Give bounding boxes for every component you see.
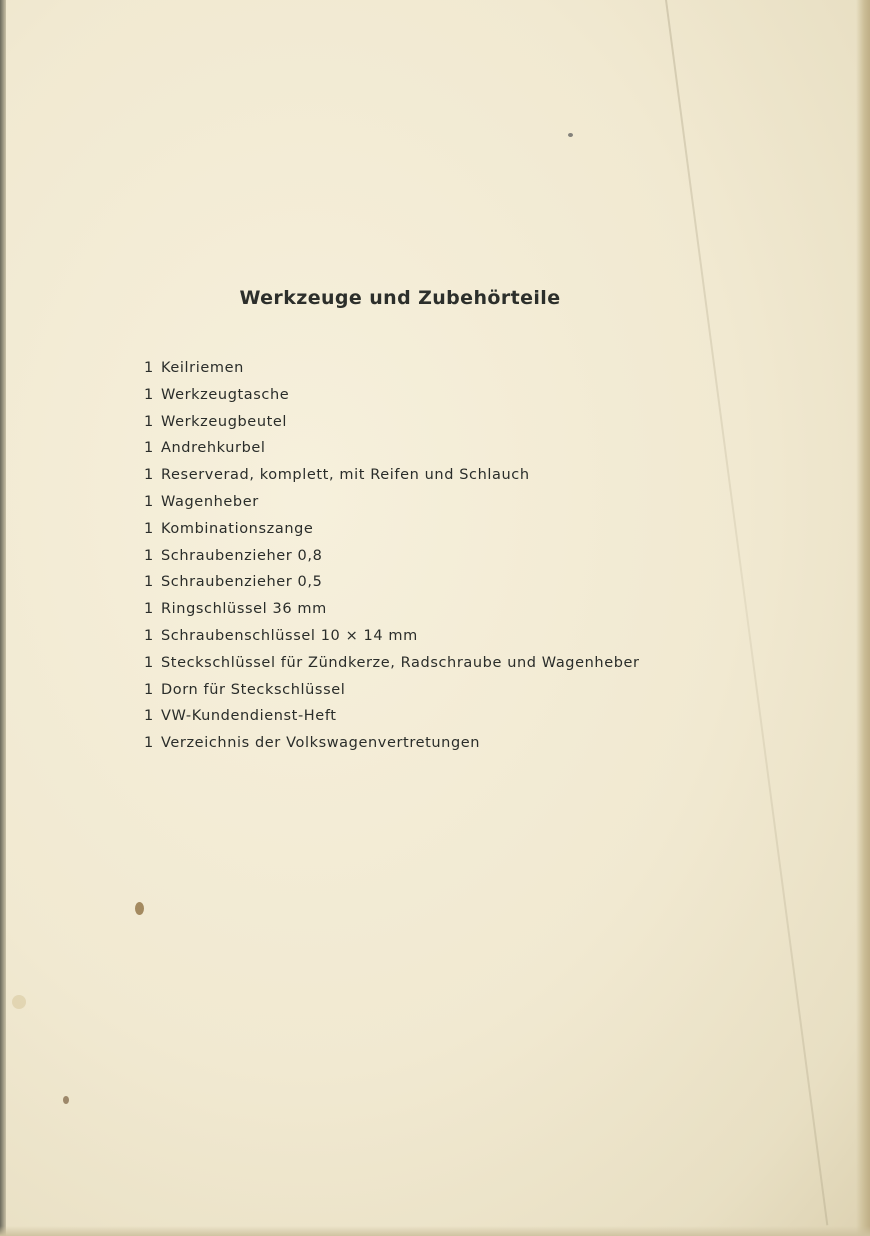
paper-crease	[665, 0, 828, 1225]
ink-dot	[568, 133, 573, 137]
list-item	[144, 677, 640, 704]
item-name: Wagenheber	[161, 493, 259, 510]
item-quantity: 1	[144, 601, 154, 618]
item-quantity: 1	[144, 440, 154, 457]
item-name: Verzeichnis der Volkswagenvertretungen	[161, 735, 481, 752]
list-item	[144, 703, 640, 730]
stain-spot	[63, 1096, 69, 1104]
item-quantity: 1	[144, 735, 154, 752]
item-quantity: 1	[144, 493, 154, 510]
list-item	[144, 489, 640, 516]
item-quantity: 1	[144, 708, 154, 725]
item-name: VW-Kundendienst-Heft	[161, 708, 337, 725]
parts-list	[144, 355, 640, 757]
stain-spot	[12, 995, 26, 1009]
item-name: Schraubenzieher 0,8	[161, 547, 323, 564]
item-name: Dorn für Steckschlüssel	[161, 681, 346, 698]
list-item	[144, 569, 640, 596]
list-item	[144, 435, 640, 462]
page-title: Werkzeuge und Zubehörteile	[239, 287, 561, 309]
item-name: Andrehkurbel	[161, 440, 266, 457]
item-quantity: 1	[144, 681, 154, 698]
stain-spot	[135, 902, 144, 915]
item-name: Keilriemen	[161, 360, 244, 376]
list-item	[144, 650, 640, 677]
item-name: Ringschlüssel 36 mm	[161, 601, 327, 618]
list-item	[144, 623, 640, 650]
item-name: Reserverad, komplett, mit Reifen und Schlauch	[161, 467, 530, 484]
item-name: Werkzeugtasche	[161, 386, 290, 403]
list-item	[144, 730, 640, 757]
list-item	[144, 543, 640, 570]
item-name: Werkzeugbeutel	[161, 413, 288, 430]
list-item	[144, 596, 640, 623]
list-item	[144, 462, 640, 489]
item-quantity: 1	[144, 627, 154, 644]
page-left-edge	[0, 0, 6, 1236]
item-name: Steckschlüssel für Zündkerze, Radschraube und Wagenheber	[161, 654, 640, 671]
item-quantity: 1	[144, 360, 154, 376]
item-quantity: 1	[144, 520, 154, 537]
page-bottom-edge	[0, 1226, 870, 1236]
item-quantity: 1	[144, 574, 154, 591]
item-name: Schraubenzieher 0,5	[161, 574, 323, 591]
list-item	[144, 355, 640, 382]
item-quantity: 1	[144, 413, 154, 430]
list-item	[144, 409, 640, 436]
item-quantity: 1	[144, 386, 154, 403]
item-name: Schraubenschlüssel 10 × 14 mm	[161, 627, 418, 644]
item-quantity: 1	[144, 467, 154, 484]
item-quantity: 1	[144, 654, 154, 671]
item-quantity: 1	[144, 547, 154, 564]
item-name: Kombinationszange	[161, 520, 314, 537]
list-item	[144, 382, 640, 409]
list-item	[144, 516, 640, 543]
page-right-edge	[856, 0, 870, 1236]
